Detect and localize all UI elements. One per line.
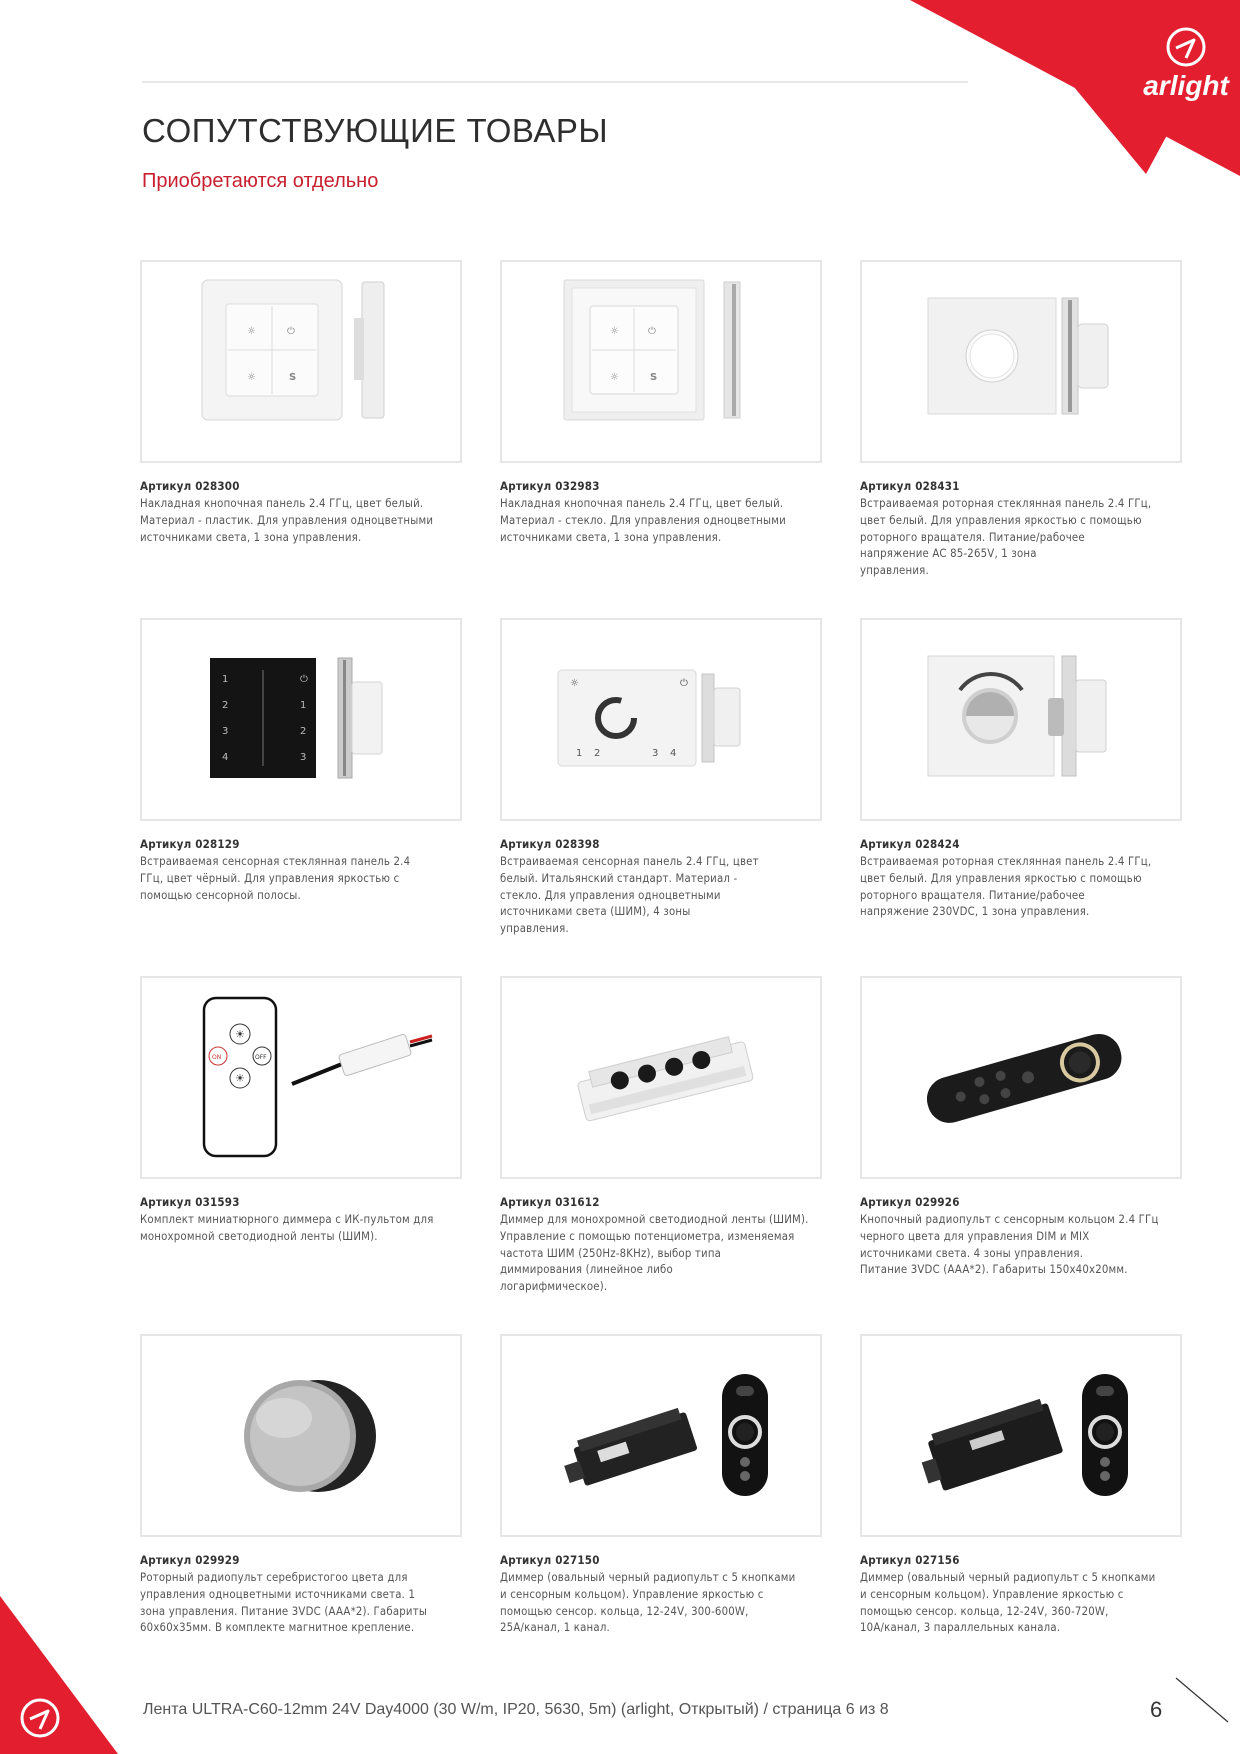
product-description-line: и сенсорным кольцом). Управление яркостью с xyxy=(500,1587,764,1601)
product-card xyxy=(140,976,462,1246)
product-card xyxy=(860,976,1182,1279)
product-description-line: помощью сенсор. кольца, 12-24V, 300-600W, xyxy=(500,1604,749,1618)
product-image xyxy=(500,618,822,821)
page-subtitle: Приобретаются отдельно xyxy=(142,170,379,192)
product-description-line: черного цвета для управления DIM и MIX xyxy=(860,1229,1090,1243)
product-description xyxy=(860,1212,1182,1279)
product-description xyxy=(140,1570,462,1637)
product-description-line: Управление с помощью потенциометра, изменяемая xyxy=(500,1229,795,1243)
black-remote-touch-ring-icon xyxy=(862,978,1180,1177)
svg-text:☼: ☼ xyxy=(610,326,619,337)
product-description-line: роторного вращателя. Питание/рабочее xyxy=(860,888,1085,902)
product-description xyxy=(500,1212,822,1296)
product-description-line: источниками света, 1 зона управления. xyxy=(500,530,722,544)
product-description-line: Диммер для монохромной светодиодной ленты (ШИМ). xyxy=(500,1213,809,1226)
product-description xyxy=(500,496,822,546)
product-description xyxy=(140,496,462,546)
svg-text:S: S xyxy=(289,372,297,383)
svg-text:☀: ☀ xyxy=(235,1072,245,1085)
potentiometer-dimmer-icon xyxy=(502,978,820,1177)
header-rule xyxy=(142,81,968,83)
dimmer-3ch-with-oval-remote-icon xyxy=(862,1336,1180,1535)
product-article: Артикул 028431 xyxy=(860,479,960,493)
white-button-panel-plastic-icon xyxy=(142,262,460,461)
svg-text:ON: ON xyxy=(212,1054,222,1061)
svg-text:☼: ☼ xyxy=(610,372,619,383)
product-image xyxy=(140,976,462,1179)
product-article: Артикул 028129 xyxy=(140,837,240,851)
product-description-line: источниками света. 4 зоны управления. xyxy=(860,1246,1084,1260)
dimmer-with-oval-remote-icon xyxy=(502,1336,820,1535)
product-article: Артикул 031593 xyxy=(140,1195,240,1209)
product-image xyxy=(860,618,1182,821)
arlight-logo-text: arlight xyxy=(1143,70,1229,101)
svg-text:1: 1 xyxy=(576,748,583,759)
svg-text:2: 2 xyxy=(300,726,307,737)
svg-text:☀: ☀ xyxy=(235,1028,245,1041)
product-card xyxy=(500,260,822,546)
product-article: Артикул 028300 xyxy=(140,479,240,493)
white-rotary-panel-icon xyxy=(862,262,1180,461)
product-image xyxy=(860,976,1182,1179)
svg-text:3: 3 xyxy=(300,752,307,763)
product-image xyxy=(860,1334,1182,1537)
svg-text:1: 1 xyxy=(300,700,307,711)
product-description-line: Встраиваемая роторная стеклянная панель 2.4 ГГц, xyxy=(860,855,1152,868)
product-article: Артикул 027150 xyxy=(500,1553,600,1567)
product-description-line: 60x60x35мм. В комплекте магнитное крепление. xyxy=(140,1621,415,1635)
white-silver-knob-panel-icon xyxy=(862,620,1180,819)
product-description-line: помощью сенсорной полосы. xyxy=(140,888,301,902)
product-description-line: зона управления. Питание 3VDC (AAA*2). Габариты xyxy=(140,1604,428,1618)
product-description-line: Диммер (овальный черный радиопульт с 5 кнопками xyxy=(860,1571,1156,1584)
svg-text:3: 3 xyxy=(652,748,659,759)
svg-text:S: S xyxy=(650,372,658,383)
product-description xyxy=(500,854,822,938)
brand-corner-top-right xyxy=(910,0,1240,176)
product-description-line: Диммер (овальный черный радиопульт с 5 кнопками xyxy=(500,1571,796,1584)
product-card xyxy=(860,618,1182,921)
product-description-line: Роторный радиопульт серебристогоо цвета для xyxy=(140,1571,408,1584)
product-description-line: Материал - стекло. Для управления одноцветными xyxy=(500,513,786,527)
product-description-line: монохромной светодиодной ленты (ШИМ). xyxy=(140,1229,378,1243)
product-description-line: логарифмическое). xyxy=(500,1280,608,1294)
svg-text:⏻: ⏻ xyxy=(648,326,656,337)
svg-text:1: 1 xyxy=(222,674,229,685)
product-article: Артикул 029929 xyxy=(140,1553,240,1567)
product-description-line: белый. Итальянский стандарт. Материал - xyxy=(500,871,738,885)
svg-text:2: 2 xyxy=(594,748,601,759)
svg-text:☼: ☼ xyxy=(570,678,579,689)
product-description-line: диммирования (линейное либо xyxy=(500,1263,673,1277)
product-image xyxy=(140,260,462,463)
product-description-line: напряжение 230VDC, 1 зона управления. xyxy=(860,905,1090,919)
page-corner-slash xyxy=(1172,1676,1232,1726)
svg-text:4: 4 xyxy=(222,752,229,763)
product-image xyxy=(500,976,822,1179)
product-image xyxy=(500,260,822,463)
black-touch-panel-icon xyxy=(142,620,460,819)
silver-rotary-remote-icon xyxy=(142,1336,460,1535)
product-description-line: Кнопочный радиопульт с сенсорным кольцом 2.4 ГГц xyxy=(860,1213,1159,1226)
product-description-line: Встраиваемая сенсорная панель 2.4 ГГц, цвет xyxy=(500,855,759,868)
product-image xyxy=(860,260,1182,463)
product-description-line: Накладная кнопочная панель 2.4 ГГц, цвет белый. xyxy=(500,497,784,510)
product-article: Артикул 031612 xyxy=(500,1195,600,1209)
product-image xyxy=(140,1334,462,1537)
product-article: Артикул 032983 xyxy=(500,479,600,493)
product-description-line: Накладная кнопочная панель 2.4 ГГц, цвет белый. xyxy=(140,497,424,510)
product-description xyxy=(140,1212,462,1246)
svg-text:☼: ☼ xyxy=(247,372,256,383)
product-description xyxy=(860,1570,1182,1637)
product-description-line: ГГц, цвет чёрный. Для управления яркостью с xyxy=(140,871,400,885)
product-article: Артикул 029926 xyxy=(860,1195,960,1209)
white-touch-ring-panel-icon xyxy=(502,620,820,819)
product-card xyxy=(140,1334,462,1637)
product-article: Артикул 027156 xyxy=(860,1553,960,1567)
product-card xyxy=(500,976,822,1296)
product-description-line: частота ШИМ (250Hz-8KHz), выбор типа xyxy=(500,1246,722,1260)
product-image xyxy=(500,1334,822,1537)
product-card xyxy=(500,618,822,938)
white-button-panel-glass-icon xyxy=(502,262,820,461)
product-description-line: цвет белый. Для управления яркостью с помощью xyxy=(860,871,1142,885)
product-description xyxy=(860,496,1182,580)
product-description-line: помощью сенсор. кольца, 12-24V, 360-720W, xyxy=(860,1604,1109,1618)
svg-text:OFF: OFF xyxy=(255,1054,267,1061)
product-card xyxy=(500,1334,822,1637)
footer-document-title: Лента ULTRA-C60-12mm 24V Day4000 (30 W/m, IP20, 5630, 5m) (arlight, Открытый) / страница 6 из 8 xyxy=(143,1701,889,1718)
product-description-line: Материал - пластик. Для управления одноцветными xyxy=(140,513,434,527)
svg-text:4: 4 xyxy=(670,748,677,759)
product-description-line: цвет белый. Для управления яркостью с помощью xyxy=(860,513,1142,527)
product-description-line: напряжение AC 85-265V, 1 зона xyxy=(860,547,1037,561)
product-article: Артикул 028424 xyxy=(860,837,960,851)
product-description-line: 25A/канал, 1 канал. xyxy=(500,1621,610,1635)
product-description xyxy=(500,1570,822,1637)
product-description-line: стекло. Для управления одноцветными xyxy=(500,888,721,902)
page-title: СОПУТСТВУЮЩИЕ ТОВАРЫ xyxy=(142,112,609,149)
product-description-line: роторного вращателя. Питание/рабочее xyxy=(860,530,1085,544)
product-description-line: источниками света (ШИМ), 4 зоны xyxy=(500,905,691,919)
product-description-line: 10A/канал, 3 параллельных канала. xyxy=(860,1621,1061,1635)
svg-text:⏻: ⏻ xyxy=(680,678,688,689)
product-description-line: управления одноцветными источниками света. 1 xyxy=(140,1587,416,1601)
product-description-line: источниками света, 1 зона управления. xyxy=(140,530,362,544)
svg-text:2: 2 xyxy=(222,700,229,711)
svg-text:☼: ☼ xyxy=(247,326,256,337)
svg-text:⏻: ⏻ xyxy=(300,674,308,685)
page-number: 6 xyxy=(1150,1697,1163,1722)
product-image xyxy=(140,618,462,821)
product-article: Артикул 028398 xyxy=(500,837,600,851)
product-description-line: Комплект миниатюрного диммера с ИК-пультом для xyxy=(140,1213,434,1226)
product-card xyxy=(860,260,1182,580)
svg-text:3: 3 xyxy=(222,726,229,737)
product-description-line: управления. xyxy=(860,564,929,578)
product-card xyxy=(860,1334,1182,1637)
product-card xyxy=(140,260,462,546)
product-card xyxy=(140,618,462,904)
product-description-line: Встраиваемая сенсорная стеклянная панель 2.4 xyxy=(140,855,411,868)
brand-corner-bottom-left xyxy=(0,1596,118,1754)
product-description xyxy=(860,854,1182,921)
product-description-line: Встраиваемая роторная стеклянная панель 2.4 ГГц, xyxy=(860,497,1152,510)
product-description-line: и сенсорным кольцом). Управление яркостью с xyxy=(860,1587,1124,1601)
product-description-line: управления. xyxy=(500,922,569,936)
product-description-line: Питание 3VDC (AAA*2). Габариты 150x40x20мм. xyxy=(860,1263,1128,1277)
ir-remote-mini-dimmer-icon xyxy=(142,978,460,1177)
product-description xyxy=(140,854,462,904)
svg-text:⏻: ⏻ xyxy=(287,326,295,337)
